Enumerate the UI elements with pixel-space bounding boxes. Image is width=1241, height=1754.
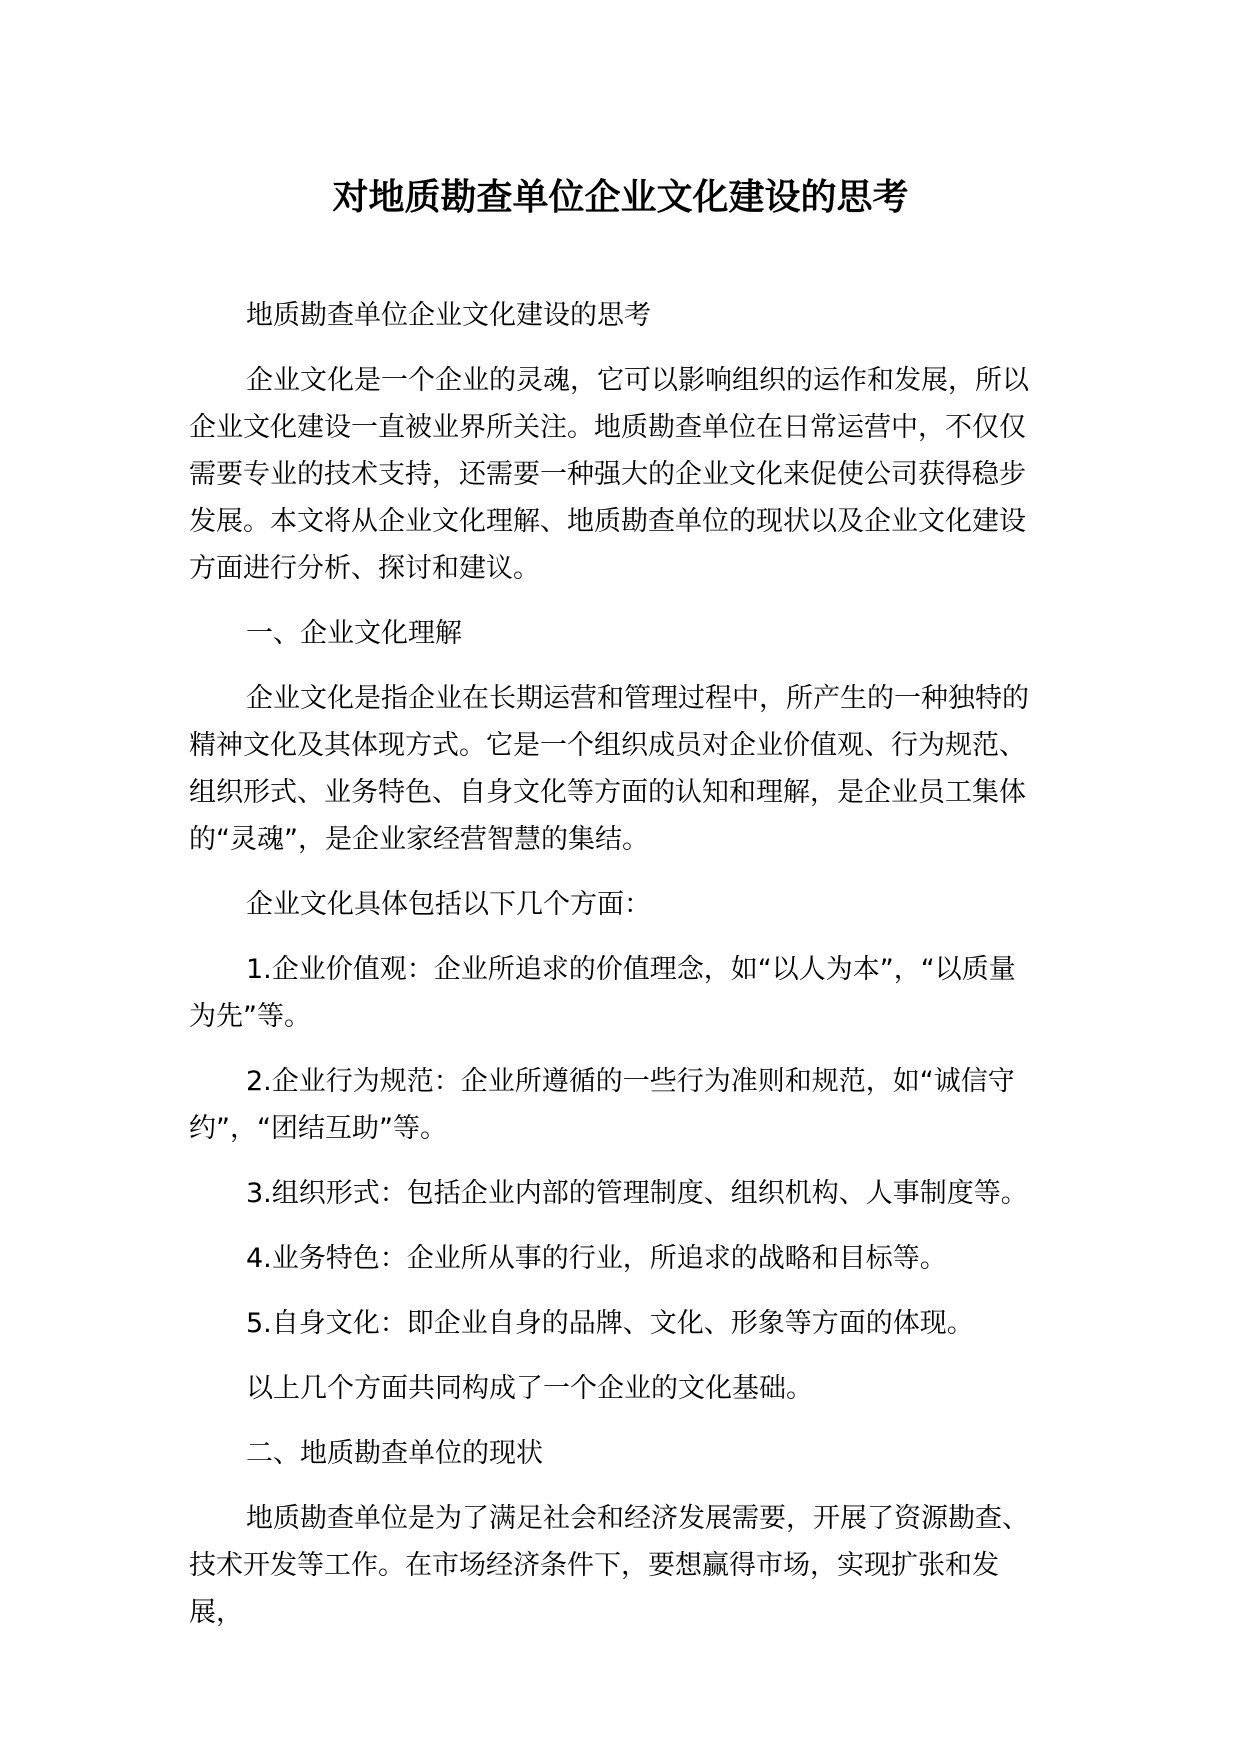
document-body xyxy=(189,292,1039,1654)
list-item: 4.业务特色：企业所从事的行业，所追求的战略和目标等。 xyxy=(246,1243,947,1274)
body-paragraph: 以上几个方面共同构成了一个企业的文化基础。 xyxy=(246,1373,813,1404)
list-item: 5.自身文化：即企业自身的品牌、文化、形象等方面的体现。 xyxy=(246,1308,974,1339)
section-heading: 二、地质勘查单位的现状 xyxy=(246,1438,543,1469)
body-paragraph: 企业文化具体包括以下几个方面： xyxy=(246,889,651,920)
document-title: 对地质勘查单位企业文化建设的思考 xyxy=(332,177,909,218)
list-item: 3.组织形式：包括企业内部的管理制度、组织机构、人事制度等。 xyxy=(246,1178,1028,1209)
body-paragraph: 企业文化是指企业在长期运营和管理过程中，所产生的一种独特的精神文化及其体现方式。它是一个组织成员对企业价值观、行为规范、组织形式、业务特色、自身文化等方面的认知和理解，是企业员工集体的“灵魂”，是企业家经营智慧的集结。 xyxy=(189,683,1029,855)
body-paragraph: 地质勘查单位是为了满足社会和经济发展需要，开展了资源勘查、技术开发等工作。在市场经济条件下，要想赢得市场，实现扩张和发展， xyxy=(189,1503,1029,1628)
body-paragraph: 企业文化是一个企业的灵魂，它可以影响组织的运作和发展，所以企业文化建设一直被业界所关注。地质勘查单位在日常运营中，不仅仅需要专业的技术支持，还需要一种强大的企业文化来促使公司获得稳步发展。本文将从企业文化理解、地质勘查单位的现状以及企业文化建设方面进行分析、探讨和建议。 xyxy=(189,365,1029,584)
body-paragraph: 地质勘查单位企业文化建设的思考 xyxy=(246,300,651,331)
list-item: 2.企业行为规范：企业所遵循的一些行为准则和规范，如“诚信守约”，“团结互助”等。 xyxy=(189,1066,1015,1144)
section-heading: 一、企业文化理解 xyxy=(246,618,462,649)
list-item: 1.企业价值观：企业所追求的价值理念，如“以人为本”，“以质量为先”等。 xyxy=(189,954,1016,1032)
